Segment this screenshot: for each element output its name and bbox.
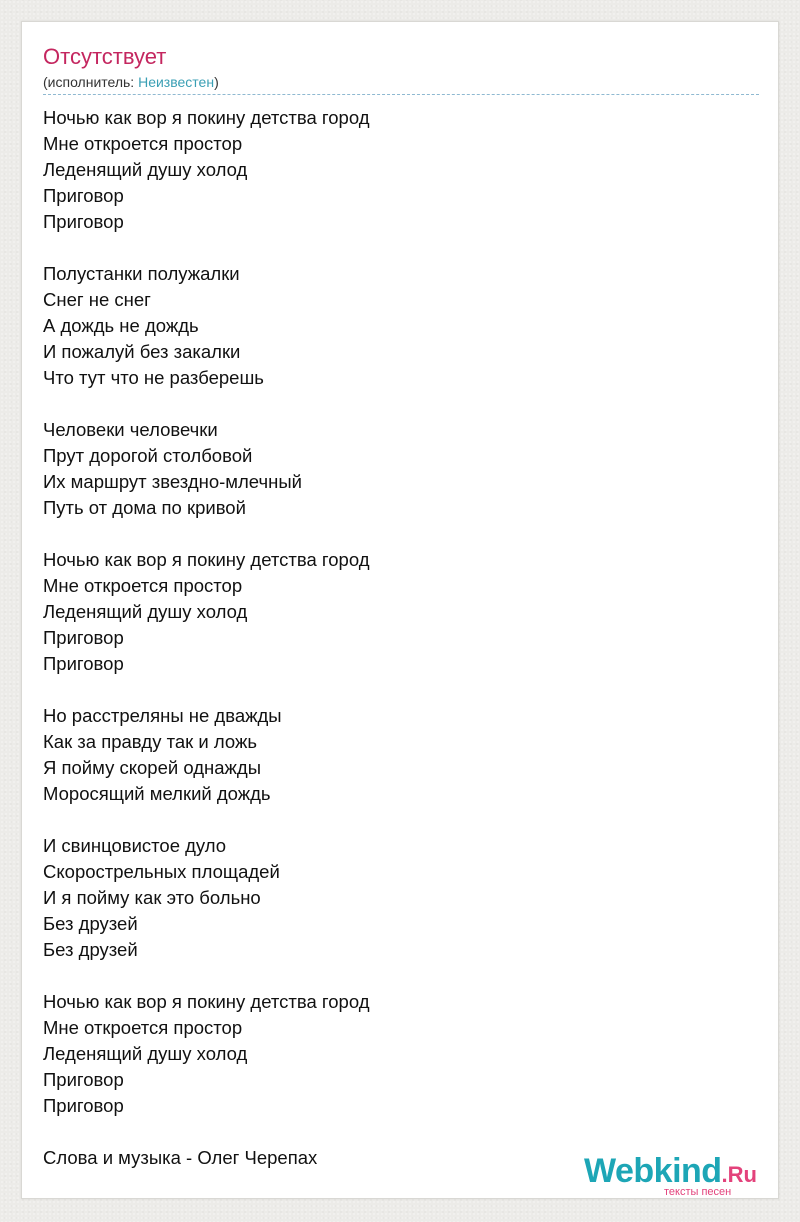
artist-label: (исполнитель: <box>43 74 139 90</box>
lyrics-line: Их маршрут звездно-млечный <box>43 471 302 492</box>
song-title: Отсутствует <box>43 44 167 69</box>
lyrics-blank-line <box>43 807 743 833</box>
lyrics-line: Что тут что не разберешь <box>43 367 264 388</box>
lyrics-line: Приговор <box>43 627 124 648</box>
lyrics-blank-line <box>43 677 743 703</box>
lyrics-line: Леденящий душу холод <box>43 159 248 180</box>
lyrics-line: Ночью как вор я покину детства город <box>43 549 370 570</box>
lyrics-line: Леденящий душу холод <box>43 1043 248 1064</box>
lyrics-blank-line <box>43 235 743 261</box>
lyrics-line: А дождь не дождь <box>43 315 199 336</box>
logo-tld: .Ru <box>721 1162 757 1187</box>
lyrics-line: Приговор <box>43 211 124 232</box>
lyrics-line: Ночью как вор я покину детства город <box>43 991 370 1012</box>
lyrics-line: Я пойму скорей однажды <box>43 757 261 778</box>
lyrics-line: И пожалуй без закалки <box>43 341 241 362</box>
lyrics-line: Человеки человечки <box>43 419 218 440</box>
lyrics-line: Приговор <box>43 1069 124 1090</box>
lyrics-line: Без друзей <box>43 939 138 960</box>
lyrics-blank-line <box>43 1119 743 1145</box>
lyrics-line: Слова и музыка - Олег Черепах <box>43 1147 318 1168</box>
lyrics-line: Леденящий душу холод <box>43 601 248 622</box>
lyrics-line: Без друзей <box>43 913 138 934</box>
lyrics-blank-line <box>43 521 743 547</box>
lyrics-line: Прут дорогой столбовой <box>43 445 253 466</box>
lyrics-line: Снег не снег <box>43 289 151 310</box>
lyrics-line: Приговор <box>43 1095 124 1116</box>
lyrics-line: Полустанки полужалки <box>43 263 240 284</box>
artist-close: ) <box>214 74 219 90</box>
lyrics-text <box>43 105 743 1171</box>
lyrics-card <box>21 21 779 1199</box>
logo-main-text: Webkind <box>584 1152 722 1190</box>
lyrics-line: Ночью как вор я покину детства город <box>43 107 370 128</box>
lyrics-line: Скорострельных площадей <box>43 861 280 882</box>
title-divider <box>43 94 759 95</box>
lyrics-line: Путь от дома по кривой <box>43 497 246 518</box>
lyrics-line: Как за правду так и ложь <box>43 731 257 752</box>
lyrics-line: Моросящий мелкий дождь <box>43 783 271 804</box>
lyrics-line: Приговор <box>43 653 124 674</box>
lyrics-line: Приговор <box>43 185 124 206</box>
lyrics-line: И я пойму как это больно <box>43 887 261 908</box>
webkind-logo[interactable] <box>584 1151 784 1199</box>
artist-line <box>43 73 219 91</box>
lyrics-line: Мне откроется простор <box>43 575 243 596</box>
logo-tagline: тексты песен <box>664 1186 732 1198</box>
lyrics-line: Но расстреляны не дважды <box>43 705 282 726</box>
lyrics-line: Мне откроется простор <box>43 1017 243 1038</box>
lyrics-blank-line <box>43 963 743 989</box>
lyrics-line: И свинцовистое дуло <box>43 835 227 856</box>
artist-link[interactable]: Неизвестен <box>138 74 215 90</box>
lyrics-blank-line <box>43 391 743 417</box>
lyrics-line: Мне откроется простор <box>43 133 243 154</box>
